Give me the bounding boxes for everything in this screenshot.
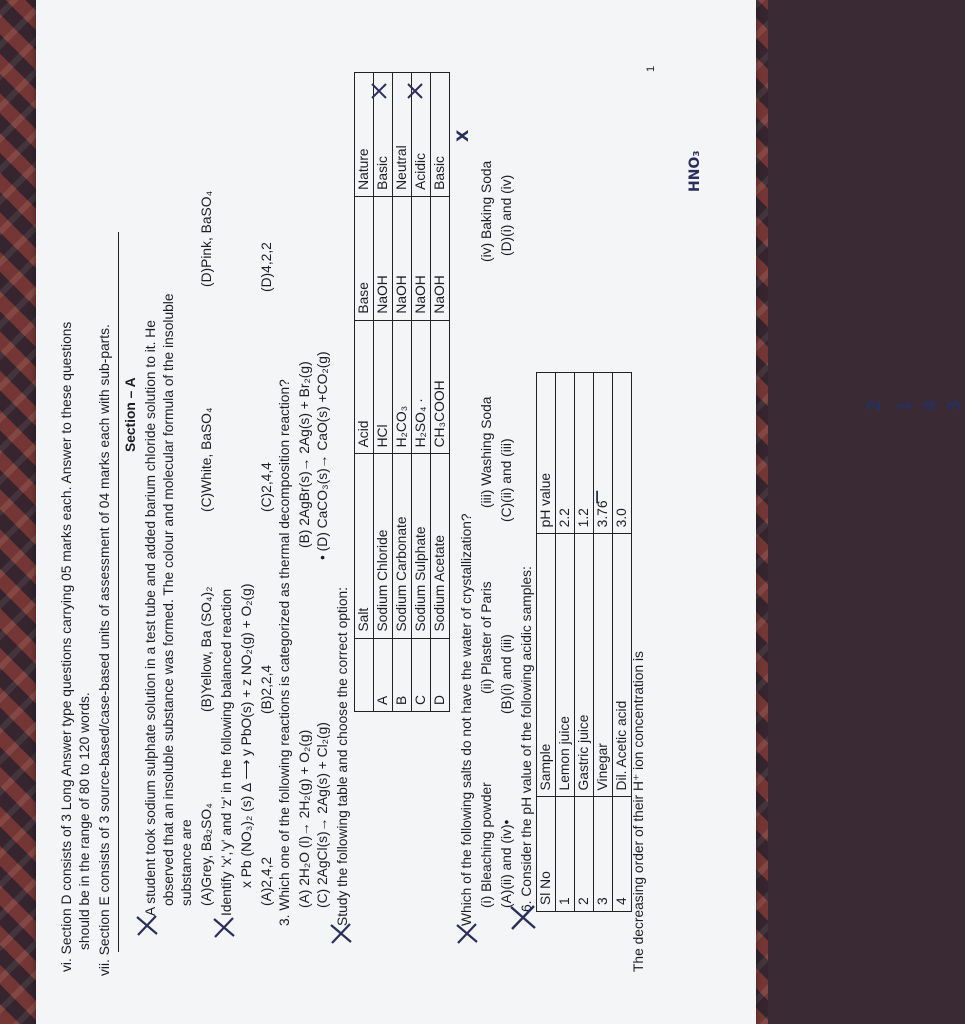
- q1-line3: substance are: [179, 819, 194, 906]
- table-cell: C: [412, 638, 431, 711]
- cross-mark-icon: [370, 82, 388, 100]
- table-row: [556, 373, 575, 912]
- table-cell: 3.0: [613, 373, 632, 534]
- cross-mark-icon: [211, 914, 237, 940]
- q1-option-d: (D)Pink, BaSO₄: [199, 190, 214, 287]
- table-cell: Sodium Sulphate: [412, 454, 431, 638]
- salt-table-header-row: [355, 73, 374, 712]
- table-row: [412, 73, 431, 712]
- salt-table-header-cell: Nature: [355, 73, 374, 197]
- instruction-vi-line1: vi. Section D consists of 3 Long Answer type questions carrying 05 marks each. Answer to these questions: [59, 321, 74, 972]
- table-cell: 2: [575, 797, 594, 912]
- salt-table-header-cell: Salt: [355, 454, 374, 638]
- q2-option-b: (B)2,2,4: [259, 664, 274, 714]
- q1-option-b: (B)Yellow, Ba (SO₄)₂: [199, 586, 214, 712]
- q5-item-iv: (iv) Baking Soda: [479, 160, 494, 262]
- q5-item-i: (i) Bleaching powder: [479, 782, 494, 908]
- ph-table-header-cell: Sl No: [537, 797, 556, 912]
- q2-line1: Identify 'x','y' and 'z' in the following balanced reaction: [219, 588, 234, 916]
- table-cell: Sodium Carbonate: [393, 454, 412, 638]
- handwritten-rank-1: 2: [864, 399, 885, 412]
- table-cell: A: [374, 638, 393, 711]
- handwritten-rank-3: 4: [920, 399, 941, 412]
- table-cell: H₂SO₄ ·: [412, 320, 431, 454]
- cross-mark-icon: [406, 82, 424, 100]
- table-cell: Acidic: [412, 73, 431, 197]
- q5-option-b: (B)(i) and (iii): [499, 634, 514, 714]
- cross-mark-icon: [328, 920, 354, 946]
- q1-option-c: (C)White, BaSO₄: [199, 407, 214, 512]
- q3-option-c: (C) 2AgCl(s)→ 2Ag(s) + Cl₂(g): [315, 722, 330, 908]
- ph-table-header-cell: Sample: [537, 534, 556, 797]
- q3-option-d: • (D) CaCO₃(s)→ CaO(s) +CO₂(g): [315, 351, 330, 560]
- cross-mark-icon: [134, 912, 160, 938]
- table-row: [594, 373, 613, 912]
- q5-item-iii: (iii) Washing Soda: [479, 396, 494, 508]
- table-cell: NaOH: [393, 196, 412, 320]
- table-row: [393, 73, 412, 712]
- salt-table: [354, 72, 450, 712]
- q2-option-a: (A)2,4,2: [259, 856, 274, 906]
- table-cell: 2.2: [556, 373, 575, 534]
- ph-table-header-cell: pH value: [537, 373, 556, 534]
- salt-table-header-cell: Base: [355, 196, 374, 320]
- q2-reaction: x Pb (NO₃)₂ (s) Δ ⟶ y PbO(s) + z NO₂(g) + O₂(g): [239, 583, 254, 888]
- table-row: [613, 373, 632, 912]
- salt-table-header-cell: [355, 638, 374, 711]
- q6-last-line: The decreasing order of their H⁺ ion concentration is: [631, 651, 646, 972]
- exam-sheet: [36, 0, 965, 1024]
- q5-option-d: (D)(i) and (iv): [499, 174, 514, 256]
- q3-line1: 3. Which one of the following reactions is categorized as thermal decomposition reaction?: [277, 379, 292, 926]
- table-cell: Dil. Acetic acid: [613, 534, 632, 797]
- q2-option-d: (D)4,2,2: [259, 242, 274, 292]
- instruction-vi-line2: should be in the range of 80 to 120 words.: [77, 692, 92, 950]
- table-cell: 4: [613, 797, 632, 912]
- table-cell: D: [431, 638, 450, 711]
- q5-option-a: (A)(ii) and (iv)•: [499, 819, 514, 908]
- rotated-page-content: [46, 12, 965, 1012]
- header-divider: [118, 232, 119, 952]
- table-row: [431, 73, 450, 712]
- q2-option-c: (C)2,4,4: [259, 462, 274, 512]
- q1-line2: observed that an insoluble substance was formed. The colour and molecular formula of the insoluble: [161, 293, 176, 906]
- handwritten-dash: —: [589, 490, 605, 504]
- section-a-title: Section – A: [123, 377, 138, 452]
- q1-line1: A student took sodium sulphate solution in a test tube and added barium chloride solution to it. He: [143, 320, 158, 916]
- table-cell: Basic: [431, 73, 450, 197]
- cross-mark-icon: [508, 902, 538, 932]
- cross-mark-icon: [454, 920, 480, 946]
- q3-option-b: (B) 2AgBr(s)→ 2Ag(s) + Br₂(g): [297, 361, 312, 548]
- table-cell: HCl: [374, 320, 393, 454]
- table-cell: Vinegar: [594, 534, 613, 797]
- ph-table-header-row: [537, 373, 556, 912]
- table-cell: NaOH: [412, 196, 431, 320]
- table-cell: NaOH: [374, 196, 393, 320]
- salt-table-header-cell: Acid: [355, 320, 374, 454]
- q3-option-a: (A) 2H₂O (l)→ 2H₂(g) + O₂(g): [297, 729, 312, 908]
- handwritten-x-mark: X: [453, 129, 472, 142]
- q4-line1: Study the following table and choose the correct option:: [335, 586, 350, 926]
- q5-option-c: (C)(ii) and (iii): [499, 438, 514, 522]
- handwritten-rank-2: 1: [894, 399, 915, 412]
- table-cell: NaOH: [431, 196, 450, 320]
- table-cell: Sodium Acetate: [431, 454, 450, 638]
- table-cell: CH₃COOH: [431, 320, 450, 454]
- table-cell: Lemon juice: [556, 534, 575, 797]
- handwritten-hno3: HNO₃: [687, 150, 703, 192]
- table-cell: Basic: [374, 73, 393, 197]
- page-number: 1: [645, 65, 657, 72]
- table-cell: B: [393, 638, 412, 711]
- q1-option-a: (A)Grey, Ba₂SO₄: [199, 803, 214, 906]
- table-row: [575, 373, 594, 912]
- table-row: [374, 73, 393, 712]
- ph-table: [536, 372, 632, 912]
- table-cell: H₂CO₃: [393, 320, 412, 454]
- handwritten-rank-4: 3: [944, 399, 965, 412]
- table-cell: 1.2: [575, 373, 594, 534]
- q6-line1: 6. Consider the pH value of the following acidic samples:: [519, 566, 534, 912]
- table-cell: 3: [594, 797, 613, 912]
- q5-line1: Which of the following salts do not have the water of crystallization?: [459, 513, 474, 926]
- table-cell: Neutral: [393, 73, 412, 197]
- table-cell: 3.76: [594, 373, 613, 534]
- table-cell: Gastric juice: [575, 534, 594, 797]
- instruction-vii: vii. Section E consists of 3 source-based/case-based units of assessment of 04 marks each with sub-parts.: [97, 324, 112, 976]
- q5-item-ii: (ii) Plaster of Paris: [479, 581, 494, 694]
- table-cell: Sodium Chloride: [374, 454, 393, 638]
- table-cell: 1: [556, 797, 575, 912]
